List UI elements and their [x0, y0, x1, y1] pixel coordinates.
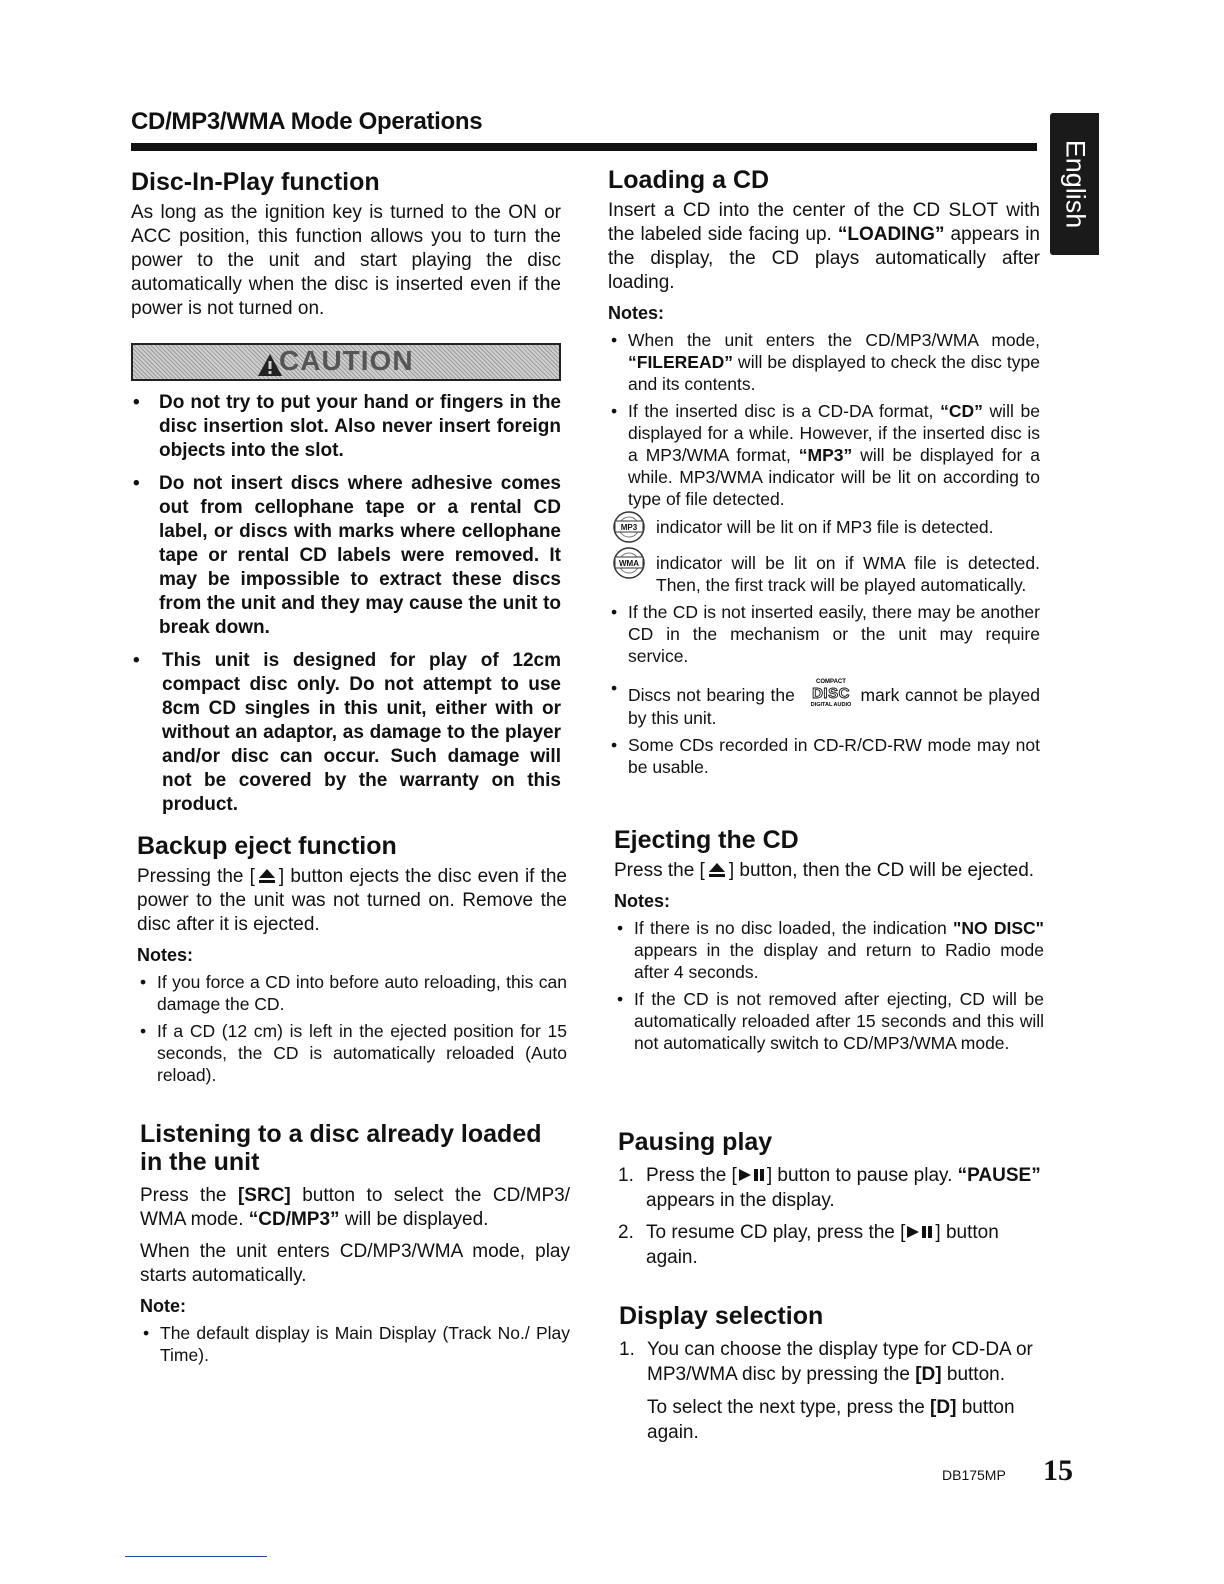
note-item: • If you force a CD into before auto reloading, this can damage the CD. — [137, 971, 567, 1015]
loading-notes — [608, 329, 1040, 778]
step-item: 2. To resume CD play, press the [ ] button again. — [618, 1222, 999, 1268]
loading-section — [608, 166, 1040, 778]
backup-eject-section — [137, 832, 567, 1086]
backup-eject-notes-heading: Notes: — [137, 945, 194, 965]
note-item: • If the CD is not removed after ejecting, CD will be automatically reloaded after 15 seconds and this will not automatically switch to CD/MP3/WMA mode. — [614, 988, 1044, 1054]
disc-in-play-section — [131, 168, 561, 321]
backup-eject-heading: Backup eject function — [137, 832, 397, 860]
language-tab-label: English — [1060, 139, 1090, 229]
note-item: • If the CD is not inserted easily, there may be another CD in the mechanism or the unit may require service. — [608, 601, 1040, 667]
note-item: • Some CDs recorded in CD-R/CD-RW mode may not be usable. — [608, 734, 1040, 778]
backup-eject-notes — [137, 971, 567, 1086]
step-continuation: To select the next type, press the [D] button again. — [647, 1397, 1015, 1443]
pausing-steps — [618, 1163, 1048, 1270]
mp3-indicator-icon — [612, 510, 646, 544]
note-item: • If there is no disc loaded, the indication "NO DISC" appears in the display and return to Radio mode after 4 seconds. — [614, 917, 1044, 983]
svg-text:WMA: WMA — [619, 559, 639, 568]
note-item: • If a CD (12 cm) is left in the ejected position for 15 seconds, the CD is automatically reloaded (Auto reload). — [137, 1020, 567, 1086]
model-number: DB175MP — [942, 1467, 1006, 1483]
note-item: • The default display is Main Display (Track No./ Play Time). — [140, 1322, 570, 1366]
backup-eject-body: Pressing the [ ] button ejects the disc even if the power to the unit was not turned on. Remove the disc after it is ejected. — [137, 866, 568, 935]
listening-body-2: When the unit enters CD/MP3/WMA mode, play starts automatically. — [140, 1241, 570, 1286]
caution-item: • Do not try to put your hand or fingers in the disc insertion slot. Also never insert foreign objects into the slot. — [131, 391, 561, 463]
svg-text:DIGITAL AUDIO: DIGITAL AUDIO — [810, 702, 851, 707]
eject-icon — [258, 868, 276, 884]
display-selection-steps — [619, 1337, 1049, 1445]
display-selection-heading: Display selection — [619, 1302, 824, 1330]
ejecting-section — [614, 826, 1044, 1054]
bottom-rule — [125, 1556, 267, 1557]
pausing-heading: Pausing play — [618, 1128, 773, 1156]
caution-list — [131, 391, 561, 817]
mp3-indicator-line: MP3 indicator will be lit on if MP3 file is detected. — [608, 516, 1040, 538]
play-pause-icon — [905, 1224, 935, 1240]
step-item: 1. Press the [ ] button to pause play. “PAUSE” appears in the display. — [618, 1165, 1041, 1211]
ejecting-body: Press the [ ] button, then the CD will be ejected. — [614, 860, 1035, 881]
step-item: 1. You can choose the display type for CD-DA or MP3/WMA disc by pressing the [D] button. To select the next type, press the [D] button again. — [619, 1337, 1049, 1445]
listening-notes — [140, 1322, 570, 1366]
listening-body-1: Press the [SRC] button to select the CD/MP3/ WMA mode. “CD/MP3” will be displayed. — [140, 1185, 570, 1230]
loading-body: Insert a CD into the center of the CD SLOT with the labeled side facing up. “LOADING” appears in the display, the CD plays automatically after loading. — [608, 200, 1040, 293]
pausing-section — [618, 1128, 1048, 1270]
language-tab — [1050, 113, 1099, 255]
listening-note-heading: Note: — [140, 1296, 186, 1316]
caution-item: • This unit is designed for play of 12cm compact disc only. Do not attempt to use 8cm CD singles in this unit, either with or without an adaptor, as damage to the player and/or disc can occur. Such damage will not be covered by the warranty on this product. — [131, 649, 561, 817]
wma-indicator-line: WMA indicator will be lit on if WMA file is detected. Then, the first track will be played automatically. — [608, 552, 1040, 596]
disc-in-play-body: As long as the ignition key is turned to the ON or ACC position, this function allows you to turn the power to the unit and start playing the disc automatically when the disc is inserted even if the power is not turned on. — [131, 202, 561, 319]
caution-section — [131, 343, 561, 817]
ejecting-notes-heading: Notes: — [614, 891, 671, 911]
compact-disc-logo — [803, 677, 859, 707]
svg-text:COMPACT: COMPACT — [815, 679, 846, 685]
note-item: • When the unit enters the CD/MP3/WMA mode, “FILEREAD” will be displayed to check the disc type and its contents. — [608, 329, 1040, 395]
caution-banner — [131, 343, 561, 381]
listening-heading: Listening to a disc already loaded in the unit — [140, 1120, 542, 1176]
caution-item: • Do not insert discs where adhesive comes out from cellophane tape or a rental CD label, or discs with marks where cellophane tape or rental CD labels were removed. It may be impossible to extract these discs from the unit and they may cause the unit to break down. — [131, 472, 561, 640]
ejecting-notes — [614, 917, 1044, 1054]
ejecting-heading: Ejecting the CD — [614, 826, 799, 854]
loading-notes-heading: Notes: — [608, 303, 665, 323]
title-rule — [131, 143, 1037, 151]
section-title: CD/MP3/WMA Mode Operations — [131, 108, 483, 135]
note-item: • Discs not bearing the COMPACT DISC DIGITAL AUDIO mark cannot be played by this unit. — [608, 677, 1040, 729]
page-number: 15 — [1043, 1454, 1073, 1487]
listening-section — [140, 1120, 570, 1366]
caution-label: CAUTION — [279, 345, 414, 376]
display-selection-section — [619, 1302, 1049, 1445]
svg-text:DISC: DISC — [811, 685, 850, 702]
svg-text:MP3: MP3 — [620, 523, 638, 532]
wma-indicator-icon — [612, 546, 646, 580]
play-pause-icon — [737, 1167, 767, 1183]
disc-in-play-heading: Disc-In-Play function — [131, 168, 380, 196]
note-item: • If the inserted disc is a CD-DA format, “CD” will be displayed for a while. However, if the inserted disc is a MP3/WMA format, “MP3” will be displayed for a while. MP3/WMA indicator will be lit on according to type of file detected. MP3 indicator will be lit on if MP3 file is detected. WMA indicator will be lit on if WMA file is detected. Then, the first track will be played automatically. — [608, 400, 1040, 596]
eject-icon — [708, 862, 726, 878]
loading-heading: Loading a CD — [608, 166, 770, 194]
